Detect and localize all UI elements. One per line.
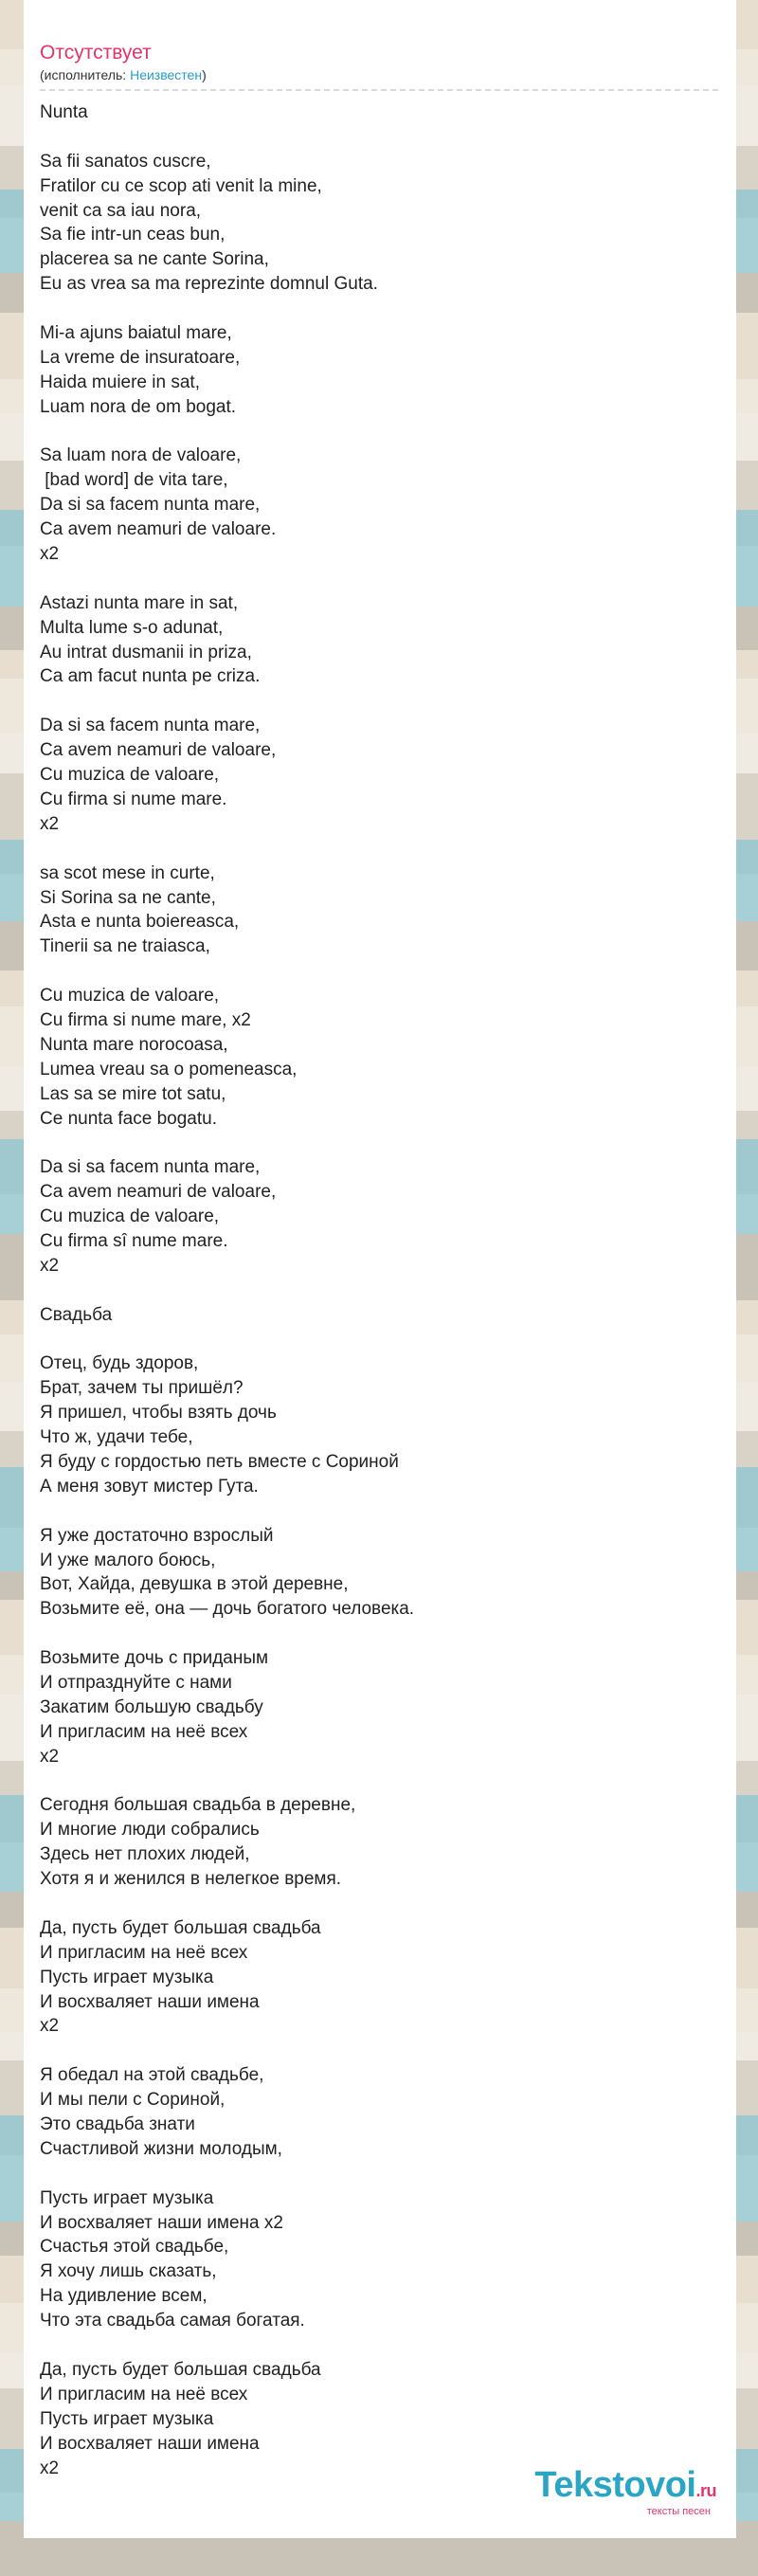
- lyric-line: Da si sa facem nunta mare,: [40, 716, 261, 736]
- lyric-line: И восхваляет наши имена: [40, 2433, 260, 2454]
- lyric-line: Cu firma si nume mare, x2: [40, 1009, 251, 1030]
- lyric-blank-line: [40, 2162, 720, 2186]
- lyric-line: И пригласим на неё всех: [40, 1942, 248, 1963]
- lyric-line: И отпразднуйте с нами: [40, 1673, 232, 1693]
- lyric-blank-line: [40, 1769, 720, 1794]
- lyric-line: Da si sa facem nunta mare,: [40, 495, 261, 516]
- lyric-line: И восхваляет наши имена: [40, 1991, 260, 2012]
- lyric-line: Luam nora de om bogat.: [40, 396, 237, 417]
- lyric-line: venit ca sa iau nora,: [40, 200, 202, 221]
- lyrics-card: [24, 0, 736, 2538]
- lyric-blank-line: [40, 2333, 720, 2358]
- lyric-blank-line: [40, 420, 720, 444]
- lyric-blank-line: [40, 837, 720, 862]
- lyric-blank-line: [40, 1622, 720, 1646]
- artist-line: [40, 66, 720, 83]
- lyric-line: x2: [40, 2458, 60, 2478]
- lyric-line: La vreme de insuratoare,: [40, 347, 241, 368]
- lyric-line: x2: [40, 1255, 60, 1276]
- lyric-line: Multa lume s-o adunat,: [40, 617, 224, 638]
- lyric-blank-line: [40, 2039, 720, 2063]
- logo-tld: .ru: [695, 2481, 716, 2500]
- lyric-line: placerea sa ne cante Sorina,: [40, 249, 269, 270]
- artist-suffix: ): [202, 67, 207, 82]
- lyric-line: Ce nunta face bogatu.: [40, 1108, 217, 1129]
- lyric-line: Счастья этой свадьбе,: [40, 2237, 229, 2258]
- lyrics-text: [40, 100, 720, 2480]
- lyric-line: Nunta mare norocoasa,: [40, 1034, 228, 1055]
- lyric-line: Я обедал на этой свадьбе,: [40, 2065, 264, 2086]
- lyric-blank-line: [40, 1499, 720, 1524]
- lyric-line: Au intrat dusmanii in priza,: [40, 642, 252, 662]
- lyric-line: Nunta: [40, 102, 88, 122]
- lyric-line: [bad word] de vita tare,: [40, 470, 228, 491]
- lyric-line: Sa fie intr-un ceas bun,: [40, 225, 226, 245]
- artist-prefix: (исполнитель:: [40, 67, 131, 82]
- lyric-line: x2: [40, 1746, 60, 1767]
- lyric-blank-line: [40, 125, 720, 150]
- lyric-line: Да, пусть будет большая свадьба: [40, 1917, 321, 1938]
- lyric-blank-line: [40, 1328, 720, 1352]
- lyric-line: Cu firma sî nume mare.: [40, 1230, 228, 1251]
- site-logo[interactable]: [534, 2466, 716, 2517]
- lyric-line: Возьмите дочь с приданым: [40, 1648, 269, 1669]
- lyric-line: Si Sorina sa ne cante,: [40, 887, 216, 908]
- lyric-line: Пусть играет музыка: [40, 1967, 214, 1987]
- lyric-line: Cu muzica de valoare,: [40, 1206, 220, 1227]
- lyric-line: Здесь нет плохих людей,: [40, 1844, 250, 1865]
- lyric-line: x2: [40, 544, 60, 565]
- lyric-line: Пусть играет музыка: [40, 2187, 214, 2208]
- lyric-line: Ca avem neamuri de valoare,: [40, 740, 277, 761]
- lyric-line: На удивление всем,: [40, 2286, 208, 2307]
- lyric-line: Sa luam nora de valoare,: [40, 445, 242, 466]
- lyric-line: Отец, будь здоров,: [40, 1353, 199, 1374]
- lyric-line: Хотя я и женился в нелегкое время.: [40, 1869, 342, 1890]
- lyric-line: Свадьба: [40, 1304, 113, 1325]
- lyric-blank-line: [40, 1279, 720, 1303]
- lyric-line: Ca avem neamuri de valoare.: [40, 519, 277, 540]
- lyric-blank-line: [40, 1131, 720, 1155]
- dashed-divider: [40, 89, 718, 91]
- lyric-line: Astazi nunta mare in sat,: [40, 592, 239, 613]
- lyric-line: Пусть играет музыка: [40, 2408, 214, 2429]
- lyric-line: Da si sa facem nunta mare,: [40, 1157, 261, 1178]
- lyric-line: Sa fii sanatos cuscre,: [40, 151, 211, 172]
- lyric-line: Счастливой жизни молодым,: [40, 2138, 282, 2159]
- lyric-line: Tinerii sa ne traiasca,: [40, 936, 210, 957]
- lyric-line: Ca am facut nunta pe criza.: [40, 666, 261, 687]
- lyric-blank-line: [40, 689, 720, 714]
- lyric-line: И пригласим на неё всех: [40, 2384, 248, 2404]
- lyric-blank-line: [40, 297, 720, 321]
- lyric-line: Да, пусть будет большая свадьба: [40, 2359, 321, 2380]
- lyric-line: Что эта свадьба самая богатая.: [40, 2311, 305, 2331]
- lyric-line: И многие люди собрались: [40, 1820, 260, 1841]
- lyric-line: Ca avem neamuri de valoare,: [40, 1182, 277, 1203]
- lyric-line: x2: [40, 813, 60, 834]
- lyric-line: Возьмите её, она — дочь богатого человека.: [40, 1599, 415, 1620]
- lyric-line: Asta e nunta boiereasca,: [40, 912, 240, 933]
- lyric-line: Haida muiere in sat,: [40, 372, 200, 392]
- lyric-line: И пригласим на неё всех: [40, 1721, 248, 1742]
- lyric-line: И мы пели с Сориной,: [40, 2090, 226, 2111]
- lyric-line: Cu muzica de valoare,: [40, 986, 220, 1007]
- lyric-line: Что ж, удачи тебе,: [40, 1427, 193, 1448]
- lyric-line: Я хочу лишь сказать,: [40, 2261, 217, 2282]
- lyric-blank-line: [40, 567, 720, 591]
- logo-text: Tekstovoi: [534, 2465, 696, 2505]
- song-title: Отсутствует: [40, 42, 152, 63]
- lyric-line: Я уже достаточно взрослый: [40, 1525, 274, 1546]
- lyric-line: Брат, зачем ты пришёл?: [40, 1378, 244, 1399]
- lyric-blank-line: [40, 1892, 720, 1916]
- lyric-line: x2: [40, 2016, 60, 2037]
- lyric-line: И восхваляет наши имена x2: [40, 2212, 283, 2233]
- lyric-line: Cu firma si nume mare.: [40, 789, 227, 809]
- lyric-line: Mi-a ajuns baiatul mare,: [40, 323, 232, 344]
- lyric-line: Закатим большую свадьбу: [40, 1696, 263, 1717]
- lyric-line: А меня зовут мистер Гута.: [40, 1476, 259, 1497]
- lyric-line: Fratilor cu ce scop ati venit la mine,: [40, 175, 322, 196]
- logo-tagline: тексты песен: [646, 2506, 711, 2517]
- lyric-line: Cu muzica de valoare,: [40, 765, 220, 786]
- lyric-line: Eu as vrea sa ma reprezinte domnul Guta.: [40, 274, 378, 295]
- lyric-line: И уже малого боюсь,: [40, 1550, 216, 1570]
- lyric-line: Это свадьба знати: [40, 2114, 195, 2135]
- lyric-line: Вот, Хайда, девушка в этой деревне,: [40, 1574, 349, 1595]
- artist-link[interactable]: Неизвестен: [130, 67, 203, 82]
- lyric-line: Я буду с гордостью петь вместе с Сориной: [40, 1451, 399, 1472]
- lyric-line: Lumea vreau sa o pomeneasca,: [40, 1059, 298, 1079]
- lyric-line: Las sa se mire tot satu,: [40, 1083, 226, 1104]
- lyric-line: sa scot mese in curte,: [40, 862, 215, 883]
- lyric-line: Я пришел, чтобы взять дочь: [40, 1403, 277, 1424]
- lyric-blank-line: [40, 959, 720, 984]
- lyric-line: Сегодня большая свадьба в деревне,: [40, 1795, 356, 1816]
